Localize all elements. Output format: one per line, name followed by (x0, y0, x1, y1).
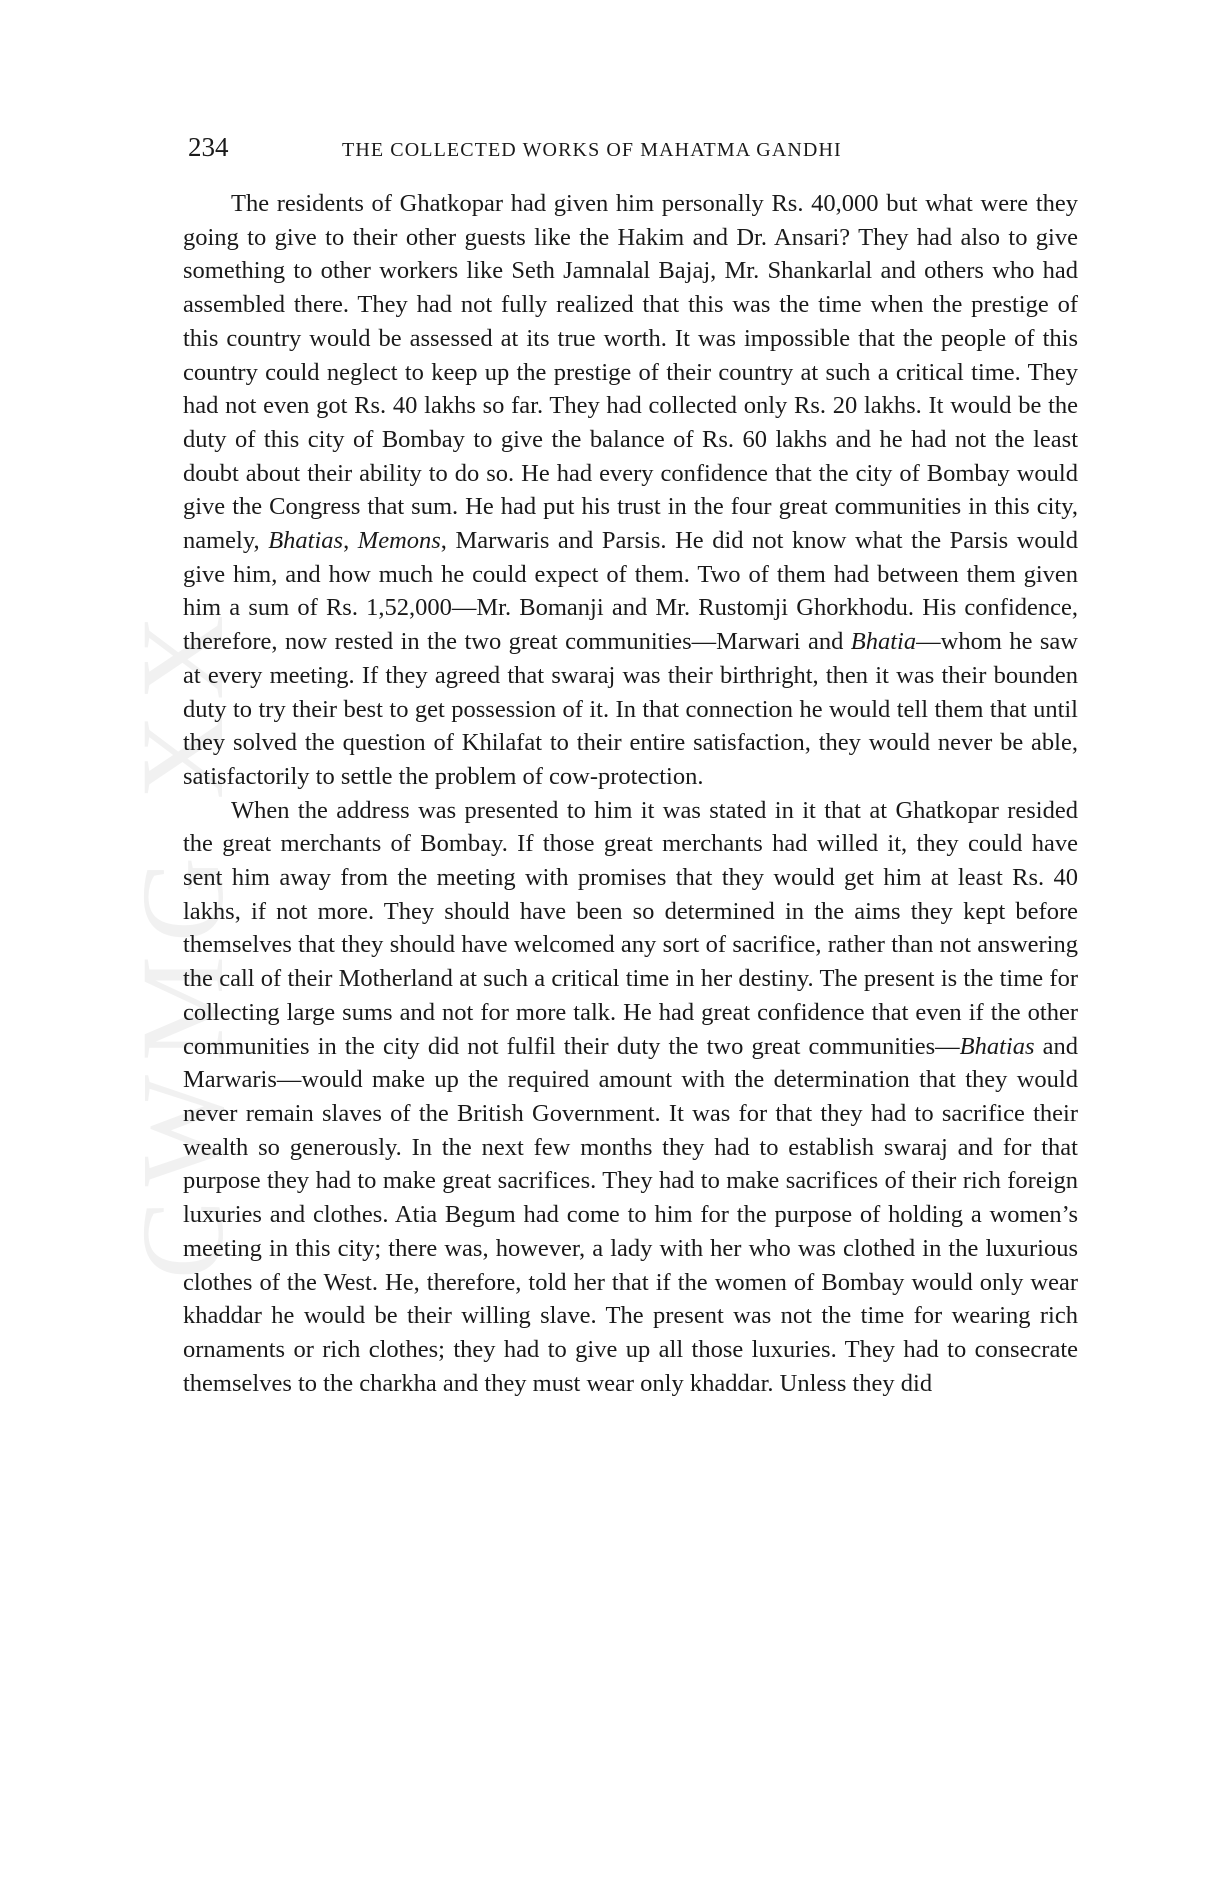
text-segment: and Marwaris—would make up the required amount with the determination that they would never remain slaves of the British Government. It was for that they had to sacrifice their wealth so generously. In the next few months they had to establish swaraj and for that purpose they had to make great sacrifices. They had to make sacrifices of their rich foreign luxuries and clothes. Atia Begum had come to him for the purpose of holding a women’s meeting in this city; there was, however, a lady with her who was clothed in the luxurious clothes of the West. He, therefore, told her that if the women of Bombay would only wear khaddar he would be their willing slave. The present was not the time for wearing rich ornaments or rich clothes; they had to give up all those luxuries. They had to consecrate themselves to the charkha and they must wear only khaddar. Unless they did (183, 1032, 1079, 1397)
text-segment: The residents of Ghatkopar had given him personally Rs. 40,000 but what were they going to give to their other guests like the Hakim and Dr. Ansari? They had also to give something to other workers like Seth Jamnalal Bajaj, Mr. Shankarlal and others who had assembled there. They had not fully realized that this was the time when the prestige of this country would be assessed at its true worth. It was impossible that the people of this country could neglect to keep up the prestige of their country at such a critical time. They had not even got Rs. 40 lakhs so far. They had collected only Rs. 20 lakhs. It would be the duty of this city of Bombay to give the balance of Rs. 60 lakhs and he had not the least doubt about their ability to do so. He had every confidence that the city of Bombay would give the Congress that sum. He had put his trust in the four great communities in this city, namely, (183, 190, 1078, 555)
page-number: 234 (188, 132, 229, 162)
italic-term-bhatias: Bhatias (268, 527, 344, 555)
paragraph-2 (183, 794, 1078, 1401)
running-head: THE COLLECTED WORKS OF MAHATMA GANDHI (342, 139, 842, 161)
text-segment: —whom he saw at every meeting. If they agreed that swaraj was their birthright, then it was their bounden duty to try their best to get possession of it. In that connection he would tell them that until they solved the question of Khilafat to their entire satisfaction, they would never be able, satisfactorily to settle the problem of cow-protection. (183, 628, 1079, 790)
italic-term-memons: Memons (357, 527, 441, 555)
text-segment: When the address was presented to him it was stated in it that at Ghatkopar resided the great merchants of Bombay. If those great merchants had willed it, they could have sent him away from the meeting with promises that they would get him at least Rs. 40 lakhs, if not more. They should have been so determined in the aims they kept before themselves that they should have welcomed any sort of sacrifice, rather than not answering the call of their Motherland at such a critical time in her destiny. The present is the time for collecting large sums and not for more talk. He had great confidence that even if the other communities in the city did not fulfil their duty the two great communities— (183, 796, 1078, 1060)
text-segment: , Marwaris and Parsis. He did not know what the Parsis would give him, and how much he could expect of them. Two of them had between them given him a sum of Rs. 1,52,000—Mr. Bomanji and Mr. Rustomji Ghorkhodu. His confidence, therefore, now rested in the two great communities—Marwari and (183, 527, 1078, 656)
italic-term-bhatia: Bhatia (850, 628, 917, 656)
text-segment: , (343, 527, 358, 555)
page-header (188, 132, 1078, 172)
italic-term-bhatias: Bhatias (959, 1032, 1035, 1060)
paragraph-1 (183, 187, 1078, 794)
body-text (183, 187, 1078, 1400)
watermark-text: CWMG XX (117, 600, 248, 1280)
